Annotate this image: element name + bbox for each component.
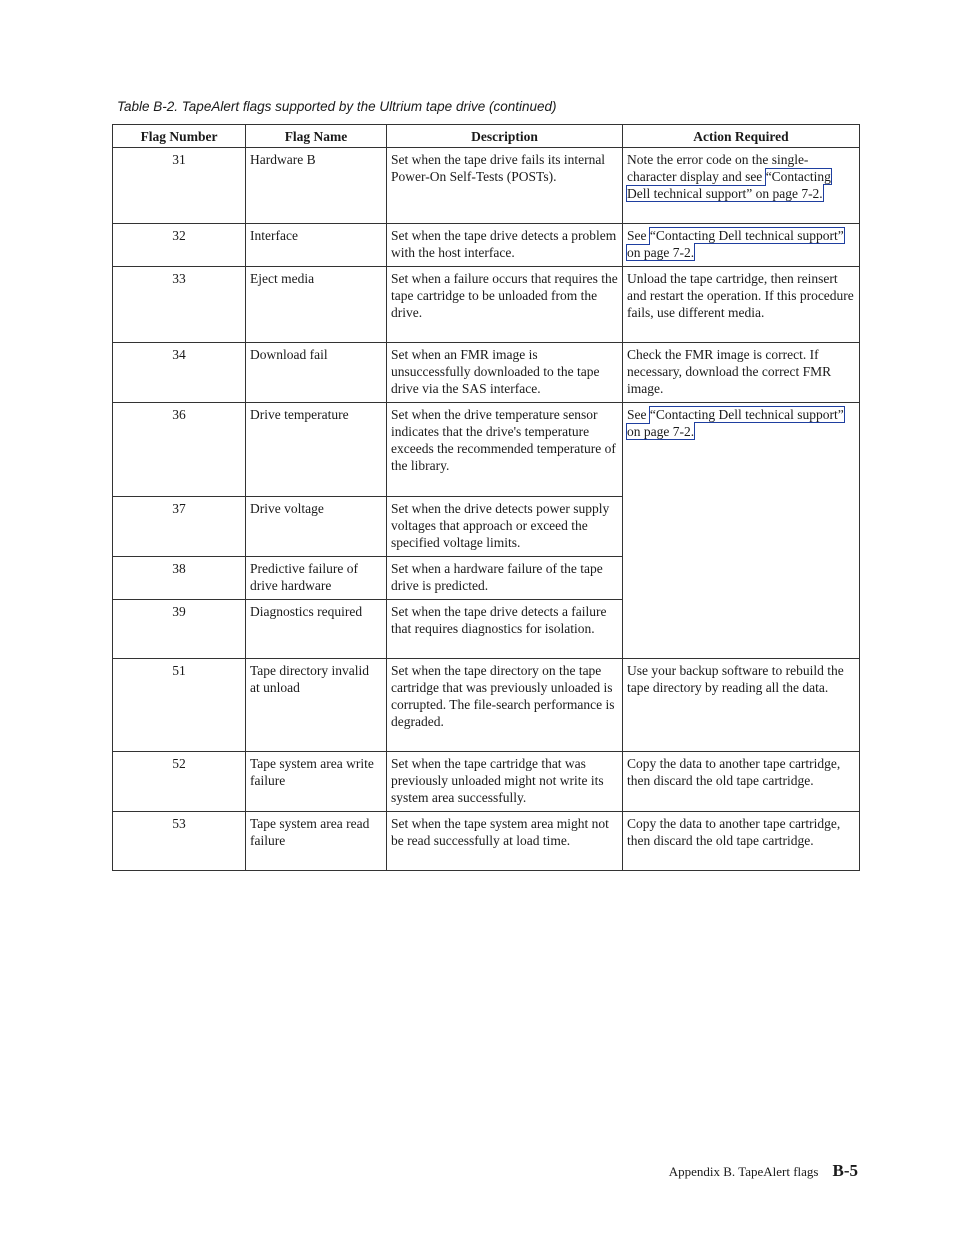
flag-number: 52 (113, 752, 246, 812)
flag-number: 51 (113, 659, 246, 752)
flag-name: Tape directory invalid at unload (246, 659, 387, 752)
flag-name: Tape system area write failure (246, 752, 387, 812)
page-number: B-5 (832, 1161, 858, 1180)
flag-description: Set when the drive temperature sensor indicates that the drive's temperature exceeds the recommended temperature of the library. (387, 403, 623, 497)
page-footer (669, 1161, 858, 1181)
flag-description: Set when a hardware failure of the tape drive is predicted. (387, 557, 623, 600)
flag-number: 33 (113, 267, 246, 343)
table-row (113, 148, 860, 224)
flag-description: Set when the tape drive fails its internal Power-On Self-Tests (POSTs). (387, 148, 623, 224)
flag-name: Diagnostics required (246, 600, 387, 659)
flag-number: 53 (113, 812, 246, 871)
flag-description: Set when an FMR image is unsuccessfully downloaded to the tape drive via the SAS interface. (387, 343, 623, 403)
flag-number: 36 (113, 403, 246, 497)
action-required: Copy the data to another tape cartridge, then discard the old tape cartridge. (623, 812, 860, 871)
table-row (113, 267, 860, 343)
flag-name: Eject media (246, 267, 387, 343)
column-header-flag-name: Flag Name (246, 125, 387, 148)
flag-description: Set when a failure occurs that requires the tape cartridge to be unloaded from the drive. (387, 267, 623, 343)
table-row (113, 659, 860, 752)
tapealert-flags-table (112, 124, 860, 871)
contacting-dell-support-link[interactable]: “Contacting Dell technical support” on page 7-2. (627, 228, 844, 260)
contacting-dell-support-link[interactable]: “Contacting Dell technical support” on page 7-2. (627, 407, 844, 439)
flag-description: Set when the tape system area might not be read successfully at load time. (387, 812, 623, 871)
flag-name: Hardware B (246, 148, 387, 224)
table-row (113, 343, 860, 403)
flag-name: Tape system area read failure (246, 812, 387, 871)
action-required: Copy the data to another tape cartridge, then discard the old tape cartridge. (623, 752, 860, 812)
column-header-flag-number: Flag Number (113, 125, 246, 148)
table-row (113, 224, 860, 267)
table-caption: Table B-2. TapeAlert flags supported by the Ultrium tape drive (continued) (117, 99, 557, 114)
action-text: Note the error code on the single-character display and see (627, 152, 809, 184)
flag-description: Set when the tape cartridge that was previously unloaded might not write its system area successfully. (387, 752, 623, 812)
action-text: See (627, 228, 650, 243)
contacting-dell-support-link[interactable]: “Contacting Dell technical support” on page 7-2. (627, 169, 831, 201)
flag-description: Set when the drive detects power supply voltages that approach or exceed the specified voltage limits. (387, 497, 623, 557)
flag-number: 32 (113, 224, 246, 267)
flag-description: Set when the tape drive detects a problem with the host interface. (387, 224, 623, 267)
column-header-action-required: Action Required (623, 125, 860, 148)
flag-description: Set when the tape directory on the tape cartridge that was previously unloaded is corrupted. The file-search performance is degraded. (387, 659, 623, 752)
footer-section-label: Appendix B. TapeAlert flags (668, 1164, 819, 1179)
flag-name: Interface (246, 224, 387, 267)
table-header-row (113, 125, 860, 148)
flag-number: 34 (113, 343, 246, 403)
action-required: Use your backup software to rebuild the tape directory by reading all the data. (623, 659, 860, 752)
flag-number: 38 (113, 557, 246, 600)
flag-number: 39 (113, 600, 246, 659)
table-row (113, 752, 860, 812)
action-required (623, 224, 860, 267)
flag-name: Drive voltage (246, 497, 387, 557)
flag-name: Download fail (246, 343, 387, 403)
action-required-merged (623, 403, 860, 659)
table-row (113, 403, 860, 497)
flag-number: 31 (113, 148, 246, 224)
action-required: Check the FMR image is correct. If necessary, download the correct FMR image. (623, 343, 860, 403)
action-required (623, 148, 860, 224)
action-text: See (627, 407, 650, 422)
flag-number: 37 (113, 497, 246, 557)
flag-name: Predictive failure of drive hardware (246, 557, 387, 600)
flag-name: Drive temperature (246, 403, 387, 497)
table-row (113, 812, 860, 871)
action-required: Unload the tape cartridge, then reinsert and restart the operation. If this procedure fails, use different media. (623, 267, 860, 343)
column-header-description: Description (387, 125, 623, 148)
flag-description: Set when the tape drive detects a failure that requires diagnostics for isolation. (387, 600, 623, 659)
